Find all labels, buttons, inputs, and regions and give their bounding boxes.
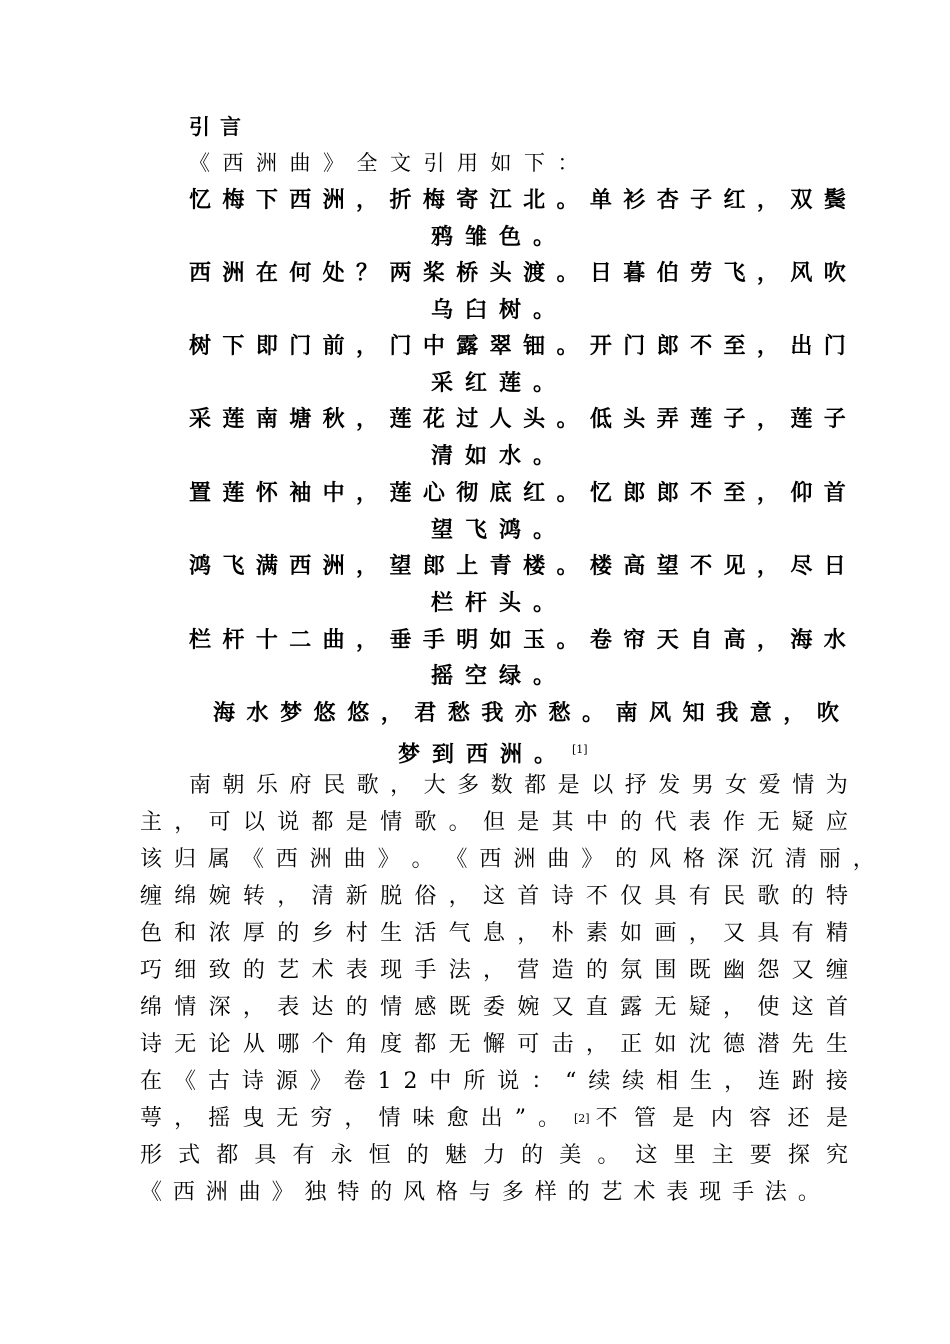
paragraph-line: 该 归 属 《 西 洲 曲 》 。 《 西 洲 曲 》 的 风 格 深 沉 清 丽 ， xyxy=(140,847,875,872)
poem-line: 海 水 梦 悠 悠 ， 君 愁 我 亦 愁 。 南 风 知 我 意 ， 吹 xyxy=(213,700,839,726)
poem-line-end: 摇空绿。 xyxy=(431,663,568,689)
poem-line-end: 栏杆头。 xyxy=(431,590,568,616)
paragraph-line-part: 不 管 是 内 容 还 是 xyxy=(595,1106,848,1131)
poem-line: 栏 杆 十 二 曲 ， 垂 手 明 如 玉 。 卷 帘 天 自 高 ， 海 水 xyxy=(189,627,846,653)
poem-line: 鸿 飞 满 西 洲 ， 望 郎 上 青 楼 。 楼 高 望 不 见 ， 尽 日 xyxy=(189,553,846,579)
paragraph-line: 缠 绵 婉 转 ， 清 新 脱 俗 ， 这 首 诗 不 仅 具 有 民 歌 的 特 xyxy=(140,884,848,909)
poem-line: 采 莲 南 塘 秋 ， 莲 花 过 人 头 。 低 头 弄 莲 子 ， 莲 子 xyxy=(189,406,846,432)
paragraph-line-part: 萼 ， 摇 曳 无 穷 ， 情 味 愈 出 ” 。 xyxy=(140,1106,560,1131)
poem-line-end: 清如水。 xyxy=(431,443,568,469)
poem-line: 树 下 即 门 前 ， 门 中 露 翠 钿 。 开 门 郎 不 至 ， 出 门 xyxy=(189,333,846,359)
poem-line-end: 鸦雏色。 xyxy=(431,224,568,250)
poem-line-end: 望飞鸿。 xyxy=(431,517,568,543)
citation-2: [2] xyxy=(574,1112,590,1125)
paragraph-line: 在 《 古 诗 源 》 卷 1 2 中 所 说 ： “ 续 续 相 生 ， 连 跗 接 xyxy=(140,1069,848,1094)
paragraph-line xyxy=(140,1105,848,1133)
poem-line: 置 莲 怀 袖 中 ， 莲 心 彻 底 红 。 忆 郎 郎 不 至 ， 仰 首 xyxy=(189,480,846,506)
paragraph-line: 绵 情 深 ， 表 达 的 情 感 既 委 婉 又 直 露 无 疑 ， 使 这 首 xyxy=(140,995,848,1020)
paragraph-line: 诗 无 论 从 哪 个 角 度 都 无 懈 可 击 ， 正 如 沈 德 潜 先 生 xyxy=(140,1032,848,1057)
poem-line-end: 乌臼树。 xyxy=(431,297,568,323)
paragraph-line: 《 西 洲 曲 》 独 特 的 风 格 与 多 样 的 艺 术 表 现 手 法 。 xyxy=(140,1180,820,1205)
paragraph-line: 形 式 都 具 有 永 恒 的 魅 力 的 美 。 这 里 主 要 探 究 xyxy=(140,1143,848,1168)
section-heading: 引言 xyxy=(189,114,251,139)
paragraph-line: 主 ， 可 以 说 都 是 情 歌 。 但 是 其 中 的 代 表 作 无 疑 应 xyxy=(140,810,848,835)
poem-line-end-text: 梦到西洲。 xyxy=(398,741,569,768)
poem-line-end: 采红莲。 xyxy=(431,370,568,396)
intro-text: 《西洲曲》全文引用如下： xyxy=(189,151,591,175)
poem-line-end xyxy=(398,736,588,768)
poem-line: 西 洲 在 何 处 ？ 两 桨 桥 头 渡 。 日 暮 伯 劳 飞 ， 风 吹 xyxy=(189,260,846,286)
paragraph-line: 色 和 浓 厚 的 乡 村 生 活 气 息 ， 朴 素 如 画 ， 又 具 有 精 xyxy=(140,921,848,946)
paragraph-line: 巧 细 致 的 艺 术 表 现 手 法 ， 营 造 的 氛 围 既 幽 怨 又 缠 xyxy=(140,958,848,983)
paragraph-line: 南 朝 乐 府 民 歌 ， 大 多 数 都 是 以 抒 发 男 女 爱 情 为 xyxy=(189,773,848,798)
poem-line: 忆 梅 下 西 洲 ， 折 梅 寄 江 北 。 单 衫 杏 子 红 ， 双 鬓 xyxy=(189,187,846,213)
citation-1: [1] xyxy=(572,743,588,756)
